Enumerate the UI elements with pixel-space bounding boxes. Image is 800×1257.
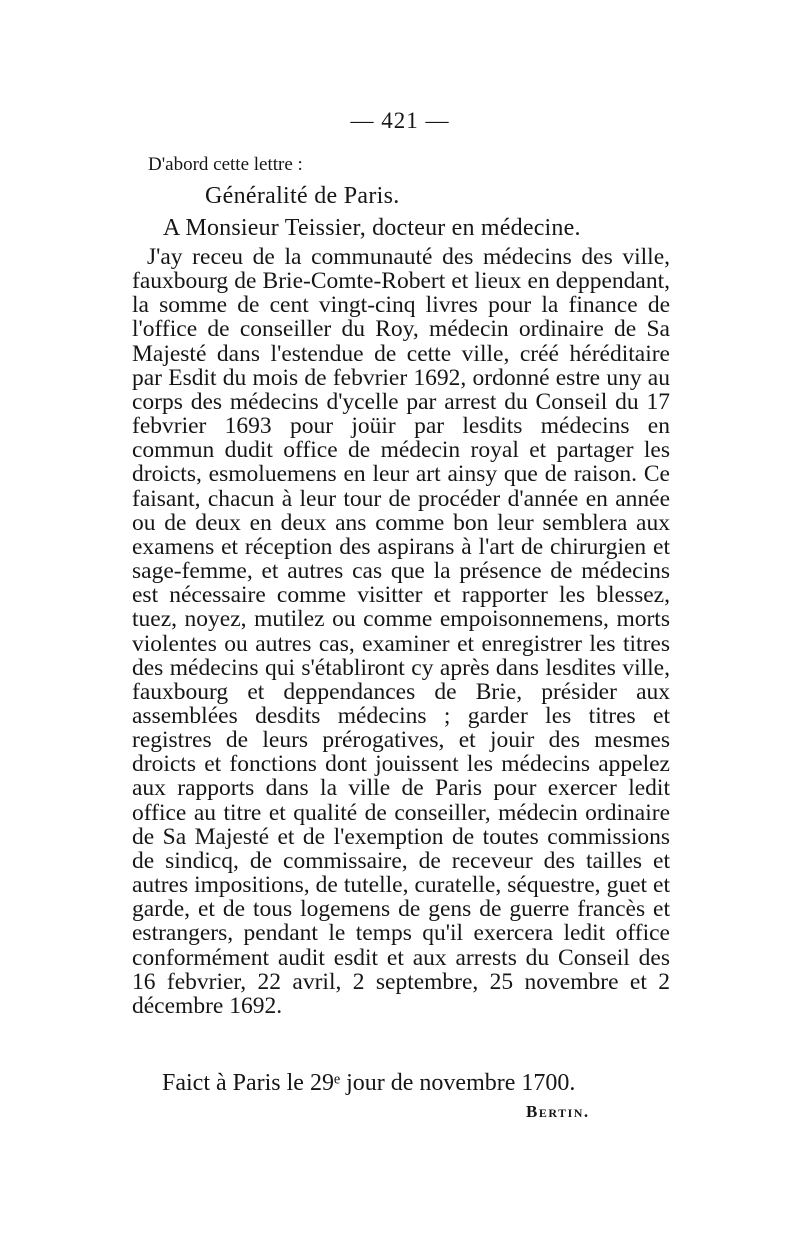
letter-body: J'ay receu de la communauté des médecins des ville, fauxbourg de Brie-Comte-Robert et lieux en deppendant, la somme de cent vingt-cinq livres pour la finance de l'office de conseiller du Roy, médecin ordinaire de Sa Majesté dans l'estendue de cette ville, créé héréditaire par Esdit du mois de febvrier 1692, ordonné estre uny au corps des médecins d'ycelle par arrest du Conseil du 17 febvrier 1693 pour joüir par lesdits médecins en commun dudit office de médecin royal et partager les droicts, esmoluemens en leur art ainsy que de raison. Ce faisant, chacun à leur tour de procéder d'année en année ou de deux en deux ans comme bon leur semblera aux examens et réception des aspirans à l'art de chirurgien et sage-femme, et autres cas que la présence de médecins est nécessaire comme visitter et rapporter les blessez, tuez, noyez, mutilez ou comme empoisonnemens, morts violentes ou autres cas, examiner et enregistrer les titres des médecins qui s'établiront cy après dans lesdites ville, fauxbourg et deppendances de Brie, présider aux assemblées desdits médecins ; garder les titres et registres de leurs prérogatives, et jouir des mesmes droicts et fonctions dont jouissent les médecins appelez aux rapports dans la ville de Paris pour exercer ledit office au titre et qualité de conseiller, médecin ordinaire de Sa Majesté et de l'exemption de toutes commissions de sindicq, de commissaire, de receveur des tailles et autres impositions, de tutelle, curatelle, séquestre, guet et garde, et de tous logemens de gens de guerre francès et estrangers, pendant le temps qu'il exercera ledit office conformément audit esdit et aux arrests du Conseil des 16 febvrier, 22 avril, 2 septembre, 25 novembre et 2 décembre 1692. <box>132 244 670 1019</box>
page-number: — 421 — <box>350 108 450 133</box>
letter-signature: Bertin. <box>526 1102 590 1121</box>
letter-heading: Généralité de Paris. <box>205 183 400 209</box>
letter-date: Faict à Paris le 29ᵉ jour de novembre 1700. <box>162 1070 576 1096</box>
intro-line: D'abord cette lettre : <box>148 154 303 175</box>
letter-address: A Monsieur Teissier, docteur en médecine. <box>163 215 581 241</box>
